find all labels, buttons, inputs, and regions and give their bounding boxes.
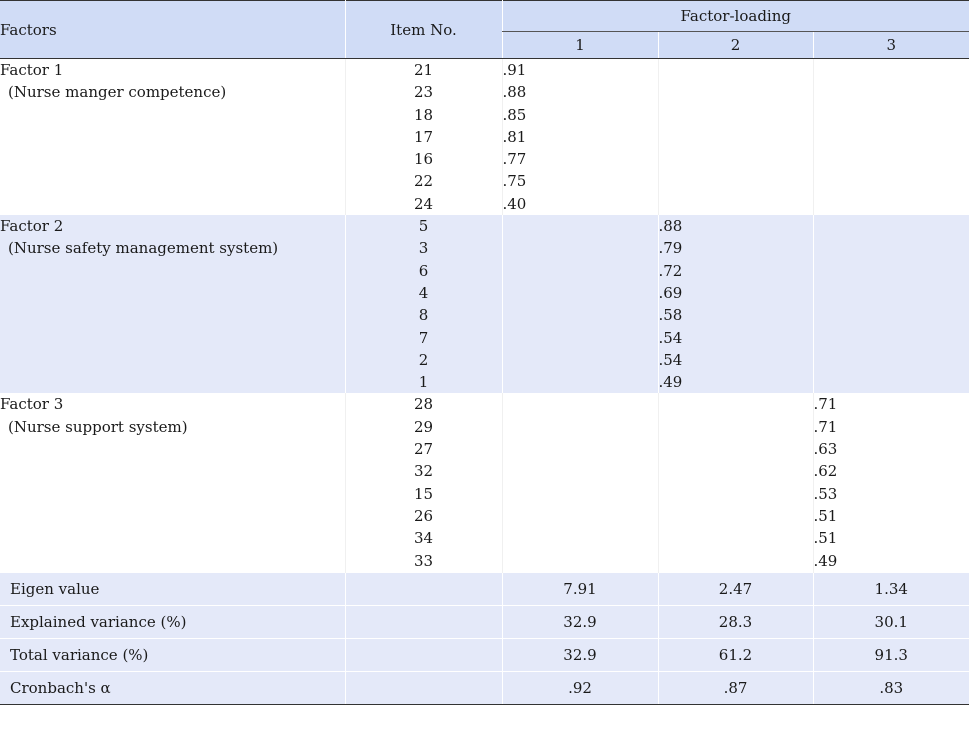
loading-value: .58 [658, 306, 683, 325]
loading-value: .49 [813, 551, 838, 570]
summary-label: Eigen value [0, 572, 345, 605]
loading-value: .79 [658, 239, 683, 258]
item-number: 18 [413, 105, 434, 124]
summary-value: 1.34 [813, 572, 969, 605]
loading-value: .91 [502, 61, 527, 79]
item-number: 17 [413, 127, 434, 146]
factor-description: (Nurse manger competence) [8, 83, 227, 102]
header-factor-loading: Factor-loading [502, 1, 969, 32]
item-number: 21 [413, 61, 434, 79]
item-number: 23 [413, 83, 434, 102]
summary-label: Explained variance (%) [0, 605, 345, 638]
item-number: 1 [418, 373, 429, 392]
header-factors: Factors [0, 1, 345, 59]
summary-label: Total variance (%) [0, 638, 345, 671]
summary-empty-cell [345, 638, 502, 671]
loading-value: .62 [813, 462, 838, 481]
factor-name: Factor 2 [0, 217, 64, 236]
item-number: 27 [413, 440, 434, 459]
item-number: 2 [418, 350, 429, 369]
factor-name: Factor 1 [0, 61, 64, 79]
factor-name: Factor 3 [0, 395, 64, 414]
summary-row [0, 605, 969, 638]
loading-value: .51 [813, 529, 838, 548]
loading-cell-col-2 [658, 59, 813, 216]
loading-value: .88 [502, 83, 527, 102]
loading-cell-col-2 [658, 215, 813, 393]
factor-label-cell [0, 215, 345, 393]
summary-empty-cell [345, 671, 502, 704]
item-number: 16 [413, 150, 434, 169]
factor-label-cell [0, 59, 345, 216]
item-number: 34 [413, 529, 434, 548]
loading-value: .85 [502, 105, 527, 124]
loading-value: .72 [658, 261, 683, 280]
item-numbers-cell [345, 215, 502, 393]
summary-empty-cell [345, 605, 502, 638]
loading-cell-col-1 [502, 393, 658, 572]
item-number: 6 [418, 261, 429, 280]
loading-cell-col-3 [813, 215, 969, 393]
factor-description: (Nurse safety management system) [8, 239, 279, 258]
summary-empty-cell [345, 572, 502, 605]
loading-value: .54 [658, 350, 683, 369]
item-number: 32 [413, 462, 434, 481]
loading-value: .75 [502, 172, 527, 191]
loading-cell-col-3 [813, 59, 969, 216]
summary-row [0, 671, 969, 704]
item-number: 4 [418, 283, 429, 302]
header-col-3: 3 [813, 32, 969, 59]
summary-value: 28.3 [658, 605, 813, 638]
item-number: 29 [413, 417, 434, 436]
summary-value: 2.47 [658, 572, 813, 605]
summary-value: 30.1 [813, 605, 969, 638]
loading-value: .88 [658, 217, 683, 236]
loading-value: .51 [813, 506, 838, 525]
item-number: 7 [418, 328, 429, 347]
summary-value: 32.9 [502, 605, 658, 638]
loading-value: .81 [502, 127, 527, 146]
loading-value: .40 [502, 194, 527, 213]
item-number: 26 [413, 506, 434, 525]
summary-value: .92 [502, 671, 658, 704]
summary-value: .87 [658, 671, 813, 704]
loading-value: .54 [658, 328, 683, 347]
header-col-2: 2 [658, 32, 813, 59]
header-item-no: Item No. [345, 1, 502, 59]
item-number: 22 [413, 172, 434, 191]
summary-value: 7.91 [502, 572, 658, 605]
summary-value: .83 [813, 671, 969, 704]
factor-group-3 [0, 393, 969, 572]
summary-value: 91.3 [813, 638, 969, 671]
item-number: 5 [418, 217, 429, 236]
loading-cell-col-2 [658, 393, 813, 572]
loading-value: .71 [813, 417, 838, 436]
loading-cell-col-1 [502, 59, 658, 216]
item-number: 28 [413, 395, 434, 414]
item-number: 24 [413, 194, 434, 213]
loading-value: .53 [813, 484, 838, 503]
loading-value: .69 [658, 283, 683, 302]
loading-value: .77 [502, 150, 527, 169]
loading-value: .71 [813, 395, 838, 414]
item-numbers-cell [345, 59, 502, 216]
item-number: 33 [413, 551, 434, 570]
loading-value: .49 [658, 373, 683, 392]
summary-value: 32.9 [502, 638, 658, 671]
factor-group-2 [0, 215, 969, 393]
factor-label-cell [0, 393, 345, 572]
loading-cell-col-3 [813, 393, 969, 572]
item-number: 3 [418, 239, 429, 258]
table-header [0, 1, 969, 59]
loading-value: .63 [813, 440, 838, 459]
factor-group-1 [0, 59, 969, 216]
loading-cell-col-1 [502, 215, 658, 393]
item-numbers-cell [345, 393, 502, 572]
header-col-1: 1 [502, 32, 658, 59]
factor-description: (Nurse support system) [8, 417, 188, 436]
item-number: 15 [413, 484, 434, 503]
item-number: 8 [418, 306, 429, 325]
summary-row [0, 638, 969, 671]
table-body [0, 59, 969, 705]
summary-row [0, 572, 969, 605]
summary-value: 61.2 [658, 638, 813, 671]
summary-label: Cronbach's α [0, 671, 345, 704]
